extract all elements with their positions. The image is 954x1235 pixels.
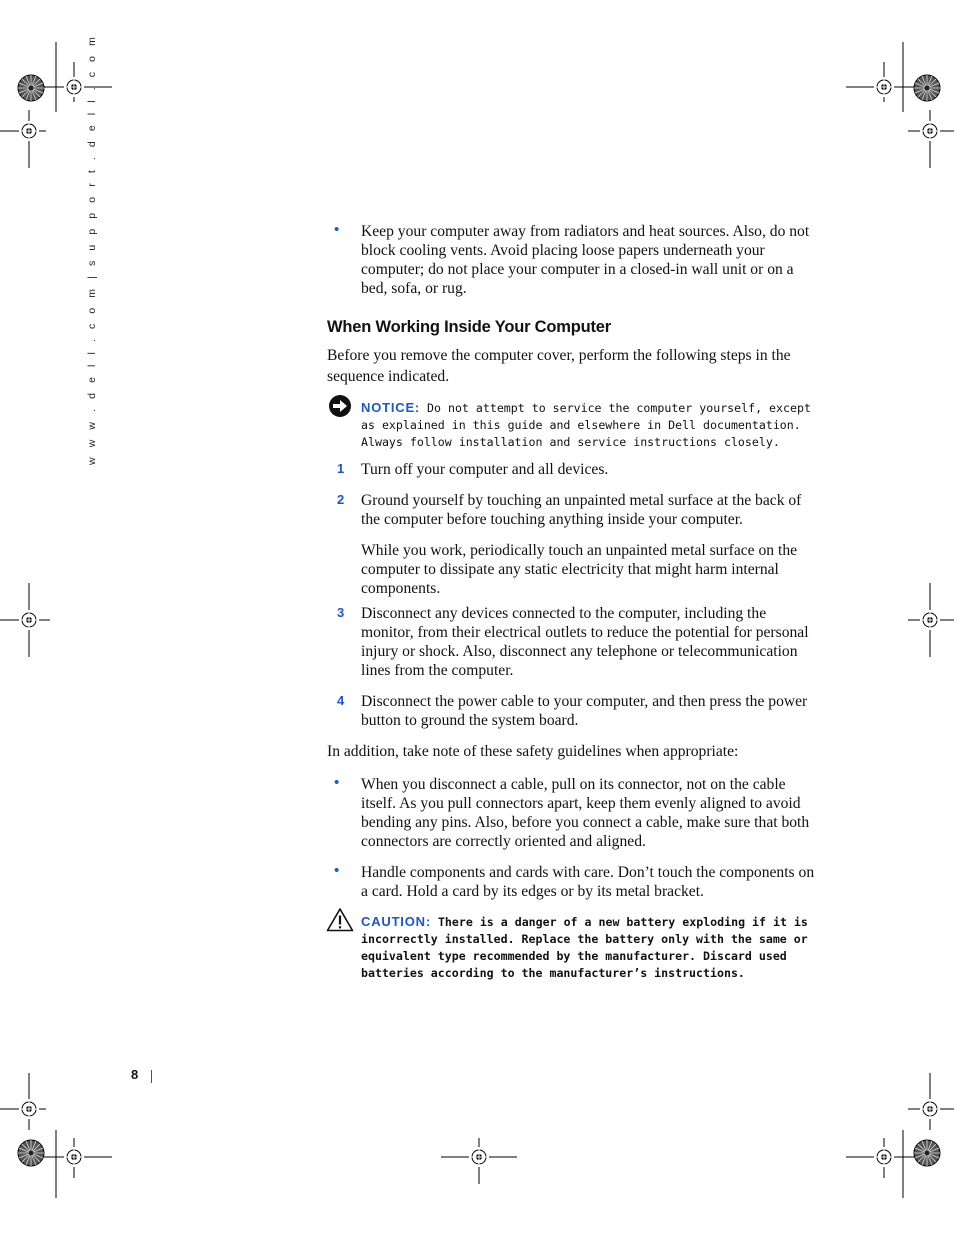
caution-label: CAUTION: xyxy=(361,914,431,929)
bullet-glyph: • xyxy=(334,221,340,238)
step-number: 3 xyxy=(337,605,345,620)
step-text: Disconnect any devices connected to the computer, including the monitor, from their electrical outlets to reduce the potential for personal injury or shock. Also, disconnect any telephone or telecommunication lines from the computer. xyxy=(361,605,809,679)
notice-text: Do not attempt to service the computer yourself, except as explained in this guide and elsewhere in Dell documentation. Always follow installation and service instructions closely. xyxy=(361,401,811,449)
notice-label: NOTICE: xyxy=(361,400,421,415)
sidebar-url: w w w . d e l l . c o m | s u p p o r t . d e l l . c o m xyxy=(86,33,98,465)
notice xyxy=(361,399,816,451)
caution-warning-icon xyxy=(326,907,354,932)
step-text: Turn off your computer and all devices. xyxy=(361,461,609,478)
bullet-glyph: • xyxy=(334,774,340,791)
guideline-text: Handle components and cards with care. Don’t touch the components on a card. Hold a card by its edges or by its metal bracket. xyxy=(361,864,815,900)
lead-paragraph: Before you remove the computer cover, perform the following steps in the sequence indicated. xyxy=(327,347,791,385)
intro-bullet-text: Keep your computer away from radiators and heat sources. Also, do not block cooling vents. Avoid placing loose papers underneath your computer; do not place your computer in a closed-in wall unit or on a bed, sofa, or rug. xyxy=(361,223,810,297)
step-extra-text: While you work, periodically touch an unpainted metal surface on the computer to dissipate any static electricity that might harm internal components. xyxy=(361,542,798,597)
step-text: Disconnect the power cable to your computer, and then press the power button to ground the system board. xyxy=(361,693,808,729)
section-heading: When Working Inside Your Computer xyxy=(327,318,611,336)
guideline-text: When you disconnect a cable, pull on its connector, not on the cable itself. As you pull connectors apart, keep them evenly aligned to avoid bending any pins. Also, before you connect a cable, make sure that both connectors are correctly oriented and aligned. xyxy=(361,776,810,850)
page-number: 8 xyxy=(131,1067,139,1082)
addition-paragraph: In addition, take note of these safety guidelines when appropriate: xyxy=(327,743,739,760)
step-text: Ground yourself by touching an unpainted metal surface at the back of the computer before touching anything inside your computer. xyxy=(361,492,802,528)
caution-text: There is a danger of a new battery exploding if it is incorrectly installed. Replace the battery only with the same or equivalent type recommended by the manufacturer. Discard used batteries according to the manufacturer’s instructions. xyxy=(361,915,808,980)
step-number: 1 xyxy=(337,461,345,476)
notice-arrow-icon xyxy=(328,394,352,418)
caution xyxy=(361,913,819,982)
page-number-divider xyxy=(151,1070,152,1083)
step-number: 2 xyxy=(337,492,345,507)
bullet-glyph: • xyxy=(334,862,340,879)
step-number: 4 xyxy=(337,693,345,708)
